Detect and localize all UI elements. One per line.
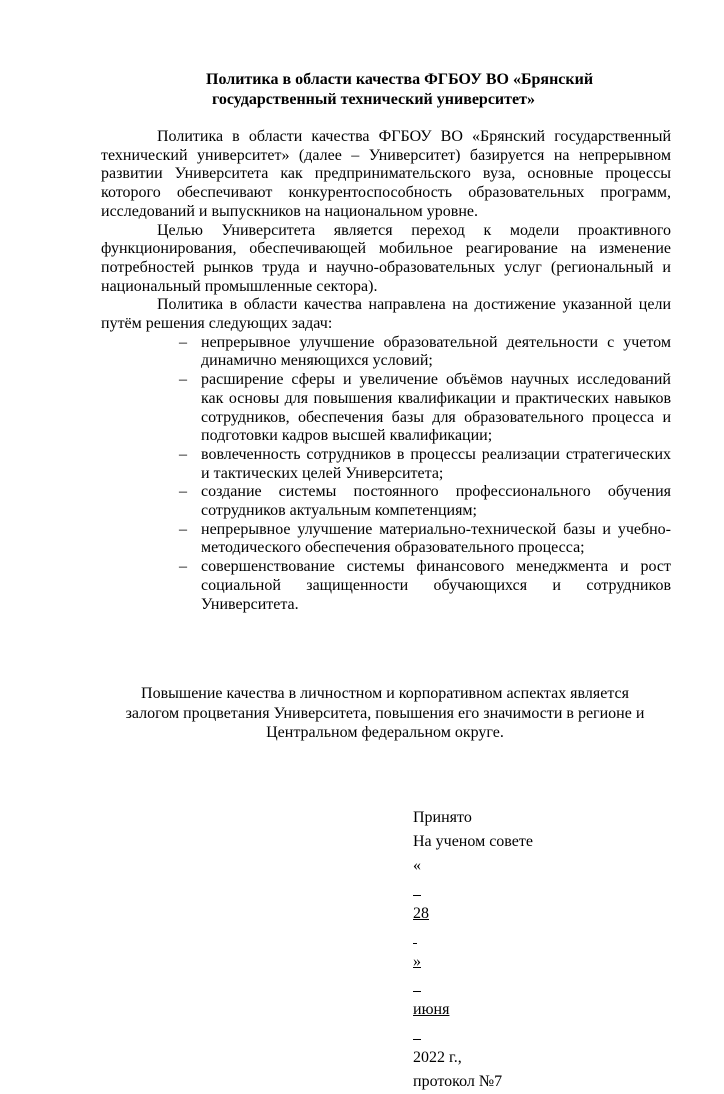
closing-line-1: Повышение качества в личностном и корпоративном аспектах является [141, 685, 629, 702]
date-quote-open: « [413, 857, 421, 874]
approval-protocol: протокол №7 [413, 1073, 503, 1090]
date-day: 28 [413, 905, 429, 922]
list-item-text: непрерывное улучшение материально-технической базы и учебно-методического обеспечения образовательного процесса; [201, 520, 671, 557]
document-body [101, 128, 671, 614]
list-marker: – [179, 445, 187, 463]
closing-statement [100, 684, 670, 743]
list-item-text: вовлеченность сотрудников в процессы реализации стратегических и тактических целей Университета; [201, 445, 671, 482]
title-line-1: Политика в области качества ФГБОУ ВО «Брянский [206, 71, 594, 88]
document-title [198, 70, 638, 110]
list-marker: – [179, 483, 187, 501]
closing-line-2: залогом процветания Университета, повышения его значимости в регионе и [125, 704, 645, 722]
paragraph-tasks-lead: Политика в области качества направлена на достижение указанной цели путём решения следующих задач: [101, 296, 671, 333]
closing-line-3: Центральном федеральном округе. [266, 724, 504, 741]
tasks-list [101, 334, 671, 615]
list-item [101, 521, 671, 558]
list-marker: – [179, 371, 187, 389]
list-marker: – [179, 558, 187, 576]
date-month: июня [413, 1001, 450, 1018]
approval-accepted: Принято [413, 809, 472, 826]
list-item [101, 483, 671, 520]
approval-council: На ученом совете [413, 833, 533, 850]
title-line-2: государственный технический университет» [212, 91, 535, 108]
list-item-text: создание системы постоянного профессионального обучения сотрудников актуальным компетенциям; [201, 483, 671, 520]
list-item [101, 558, 671, 614]
paragraph-goal: Целью Университета является переход к модели проактивного функционирования, обеспечивающей мобильное реагирование на изменение потребностей рынков труда и научно-образовательных услуг (региональный и национальный промышленные сектора). [101, 221, 671, 295]
list-marker: – [179, 333, 187, 351]
list-item [101, 334, 671, 371]
date-quote-close: » [413, 953, 421, 970]
list-item [101, 371, 671, 446]
list-item-text: непрерывное улучшение образовательной деятельности с учетом динамично меняющихся условий; [201, 333, 671, 370]
approval-block [413, 806, 673, 1094]
list-marker: – [179, 520, 187, 538]
list-item [101, 446, 671, 483]
paragraph-intro: Политика в области качества ФГБОУ ВО «Брянский государственный технический университет» (далее – Университет) базируется на непрерывном развитии Университета как предпринимательского вуза, основные процессы которого обеспечивают конкурентоспособность образовательных программ, исследований и выпускников на национальном уровне. [101, 128, 671, 220]
approval-date [413, 854, 673, 1070]
list-item-text: расширение сферы и увеличение объёмов научных исследований как основы для повышения квалификации и практических навыков сотрудников, обеспечения базы для образовательного процесса и подготовки кадров высшей квалификации; [201, 371, 671, 445]
date-year: 2022 г., [413, 1049, 462, 1066]
list-item-text: совершенствование системы финансового менеджмента и рост социальной защищенности обучающихся и сотрудников Университета. [201, 558, 671, 613]
